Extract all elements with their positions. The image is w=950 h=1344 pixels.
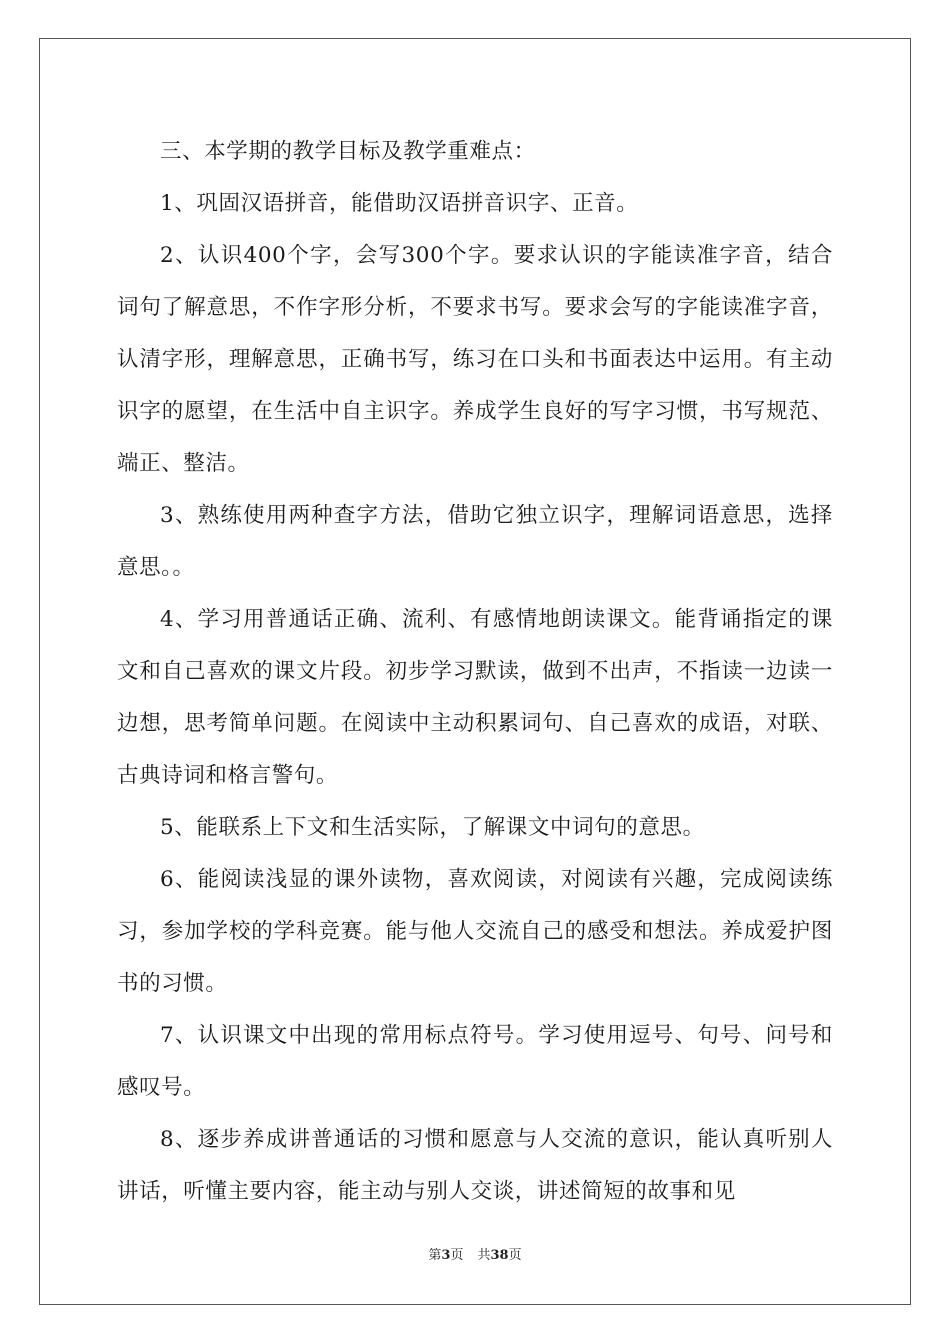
paragraph-item-8: 8、逐步养成讲普通话的习惯和愿意与人交流的意识，能认真听别人讲话，听懂主要内容，能主动与别人交谈，讲述简短的故事和见 xyxy=(117,1127,833,1204)
paragraph-item-7: 7、认识课文中出现的常用标点符号。学习使用逗号、句号、问号和感叹号。 xyxy=(117,1023,833,1100)
page-prefix: 第 xyxy=(428,1248,442,1263)
paragraph-item-2: 2、认识400个字，会写300个字。要求认识的字能读准字音，结合词句了解意思，不作字形分析，不要求书写。要求会写的字能读准字音，认清字形，理解意思，正确书写，练习在口头和书面表达中运用。有主动识字的愿望，在生活中自主识字。养成学生良好的写字习惯，书写规范、端正、整洁。 xyxy=(117,243,833,476)
page-total: 38 xyxy=(490,1248,509,1263)
total-unit: 页 xyxy=(508,1248,522,1263)
total-prefix: 共 xyxy=(477,1248,491,1263)
document-body xyxy=(117,126,833,1218)
page-number xyxy=(428,1248,463,1263)
page-total-count xyxy=(477,1248,521,1263)
paragraph-item-1: 1、巩固汉语拼音，能借助汉语拼音识字、正音。 xyxy=(160,191,639,216)
paragraph-item-3: 3、熟练使用两种查字方法，借助它独立识字，理解词语意思，选择意思。。 xyxy=(117,503,833,580)
paragraph-item-5: 5、能联系上下文和生活实际，了解课文中词句的意思。 xyxy=(160,815,705,840)
page-footer xyxy=(0,1247,950,1265)
section-heading: 三、本学期的教学目标及教学重难点： xyxy=(160,139,536,164)
paragraph-item-6: 6、能阅读浅显的课外读物，喜欢阅读，对阅读有兴趣，完成阅读练习，参加学校的学科竞赛。能与他人交流自己的感受和想法。养成爱护图书的习惯。 xyxy=(117,867,833,996)
paragraph-item-4: 4、学习用普通话正确、流利、有感情地朗读课文。能背诵指定的课文和自己喜欢的课文片段。初步学习默读，做到不出声，不指读一边读一边想，思考简单问题。在阅读中主动积累词句、自己喜欢的成语，对联、古典诗词和格言警句。 xyxy=(117,607,833,788)
page-current: 3 xyxy=(441,1248,451,1263)
page-unit: 页 xyxy=(450,1248,464,1263)
